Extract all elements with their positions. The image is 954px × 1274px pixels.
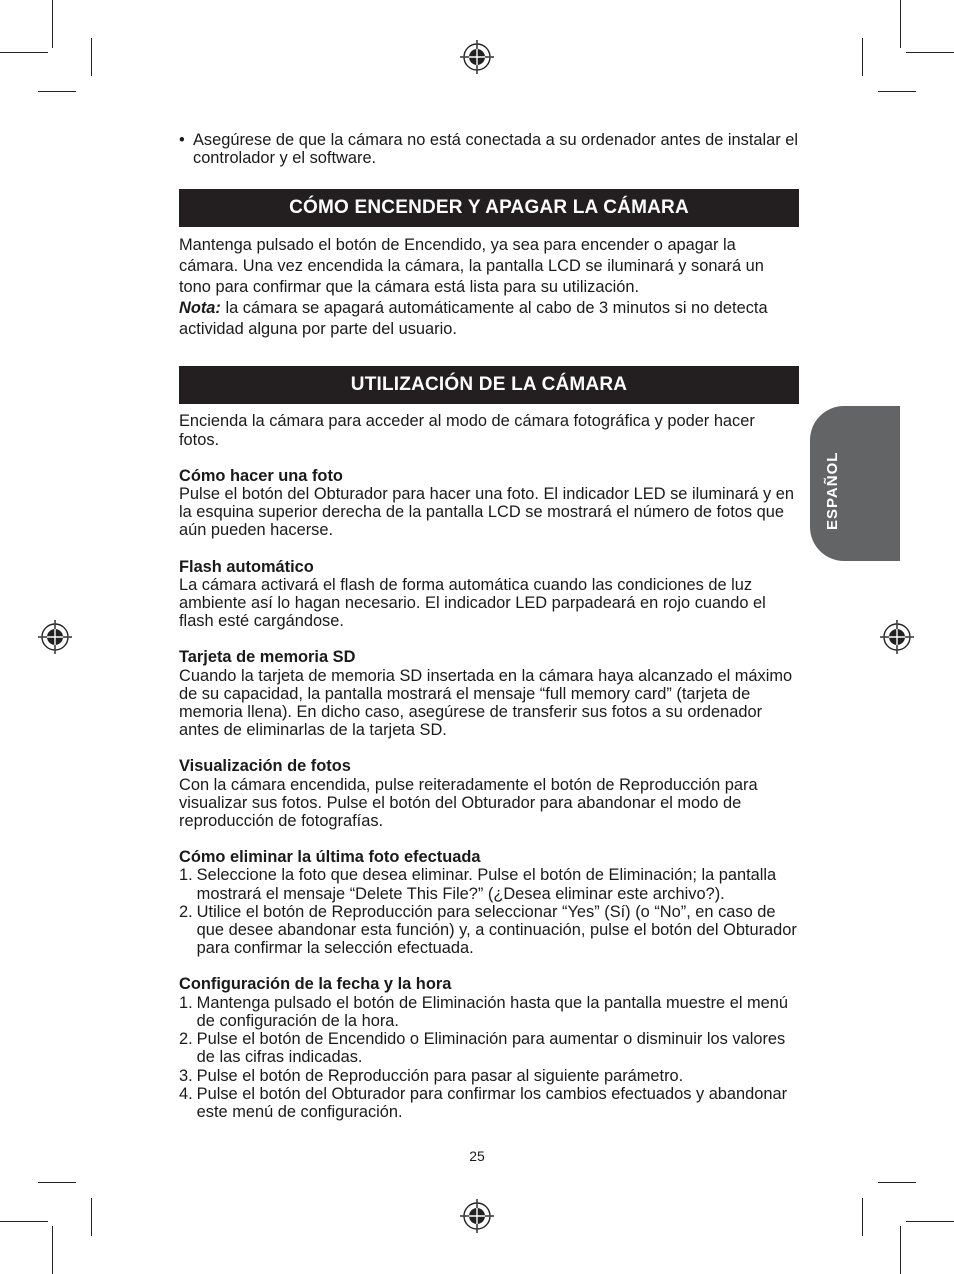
photo-heading: Cómo hacer una foto xyxy=(179,466,343,485)
view-text: Con la cámara encendida, pulse reiteradamente el botón de Reproducción para visualizar sus fotos. Pulse el botón del Obturador para abandonar el modo de reproducción de fotografías. xyxy=(179,775,758,831)
list-text: Pulse el botón del Obturador para confirmar los cambios efectuados y abandonar este menú de configuración. xyxy=(196,1084,788,1121)
view-heading: Visualización de fotos xyxy=(179,757,351,776)
datetime-heading: Configuración de la fecha y la hora xyxy=(179,975,452,994)
list-item xyxy=(179,1030,799,1066)
flash-heading: Flash automático xyxy=(179,557,314,576)
crop-mark xyxy=(38,91,76,92)
list-number: 1. xyxy=(179,993,193,1012)
sd-heading: Tarjeta de memoria SD xyxy=(179,648,356,667)
registration-mark-icon xyxy=(38,620,72,654)
list-item xyxy=(179,866,799,902)
list-text: Mantenga pulsado el botón de Eliminación hasta que la pantalla muestre el menú de configuración de la hora. xyxy=(196,993,789,1030)
crop-mark xyxy=(878,91,916,92)
crop-mark xyxy=(52,0,53,48)
list-text: Seleccione la foto que desea eliminar. Pulse el botón de Eliminación; la pantalla mostrará el mensaje “Delete This File?” (¿Desea eliminar este archivo?). xyxy=(196,866,777,903)
crop-mark xyxy=(878,1182,916,1183)
list-number: 2. xyxy=(179,1030,193,1049)
crop-mark xyxy=(862,1198,863,1236)
list-text: Pulse el botón de Reproducción para pasar al siguiente parámetro. xyxy=(196,1066,684,1085)
list-item xyxy=(179,1085,799,1121)
list-number: 4. xyxy=(179,1084,193,1103)
crop-mark xyxy=(38,1182,76,1183)
list-text: Utilice el botón de Reproducción para seleccionar “Yes” (Sí) (o “No”, en caso de que desee abandonar esta función) y, a continuación, pulse el botón del Obturador para confirmar la selección efectuada. xyxy=(196,902,797,958)
list-item xyxy=(179,903,799,958)
crop-mark xyxy=(0,52,48,53)
page-content xyxy=(179,131,799,1121)
section-header-usage: UTILIZACIÓN DE LA CÁMARA xyxy=(179,366,799,404)
registration-mark-icon xyxy=(460,1199,494,1233)
language-tab-label: ESPAÑOL xyxy=(824,451,841,530)
page-number: 25 xyxy=(469,1148,485,1164)
sd-text: Cuando la tarjeta de memoria SD insertada en la cámara haya alcanzado el máximo de su capacidad, la pantalla mostrará el mensaje “full memory card” (tarjeta de memoria llena). En dicho caso, asegúrese de transferir sus fotos a su ordenador antes de eliminarlas de la tarjeta SD. xyxy=(179,666,793,740)
list-text: Pulse el botón de Encendido o Eliminación para aumentar o disminuir los valores de las cifras indicadas. xyxy=(196,1030,786,1067)
list-number: 1. xyxy=(179,866,193,885)
section-power-body xyxy=(179,235,799,340)
delete-heading: Cómo eliminar la última foto efectuada xyxy=(179,848,481,867)
list-item xyxy=(179,994,799,1030)
crop-mark xyxy=(862,38,863,76)
crop-mark xyxy=(0,1221,48,1222)
crop-mark xyxy=(906,1221,954,1222)
power-body-text: Mantenga pulsado el botón de Encendido, ya sea para encender o apagar la cámara. Una vez encendida la cámara, la pantalla LCD se iluminará y sonará un tono para confirmar que la cámara está lista para su utilización. xyxy=(179,236,764,297)
crop-mark xyxy=(906,52,954,53)
section-header-power: CÓMO ENCENDER Y APAGAR LA CÁMARA xyxy=(179,189,799,227)
note-text: la cámara se apagará automáticamente al cabo de 3 minutos si no detecta actividad alguna por parte del usuario. xyxy=(179,299,768,339)
intro-bullet-text: Asegúrese de que la cámara no está conectada a su ordenador antes de instalar el controlador y el software. xyxy=(193,131,799,168)
crop-mark xyxy=(900,0,901,48)
list-number: 2. xyxy=(179,902,193,921)
registration-mark-icon xyxy=(460,40,494,74)
bullet-marker: • xyxy=(179,131,185,149)
intro-bullet xyxy=(179,131,799,167)
crop-mark xyxy=(900,1226,901,1274)
crop-mark xyxy=(52,1226,53,1274)
usage-intro: Encienda la cámara para acceder al modo de cámara fotográfica y poder hacer fotos. xyxy=(179,412,755,449)
photo-text: Pulse el botón del Obturador para hacer una foto. El indicador LED se iluminará y en la esquina superior derecha de la pantalla LCD se mostrará el número de fotos que aún pueden hacerse. xyxy=(179,485,795,540)
crop-mark xyxy=(91,1198,92,1236)
list-number: 3. xyxy=(179,1066,193,1085)
note-label: Nota: xyxy=(179,299,221,318)
registration-mark-icon xyxy=(880,620,914,654)
list-item xyxy=(179,1067,799,1085)
crop-mark xyxy=(91,38,92,76)
flash-text: La cámara activará el flash de forma automática cuando las condiciones de luz ambiente así lo hagan necesario. El indicador LED parpadeará en rojo cuando el flash esté cargándose. xyxy=(179,575,766,631)
